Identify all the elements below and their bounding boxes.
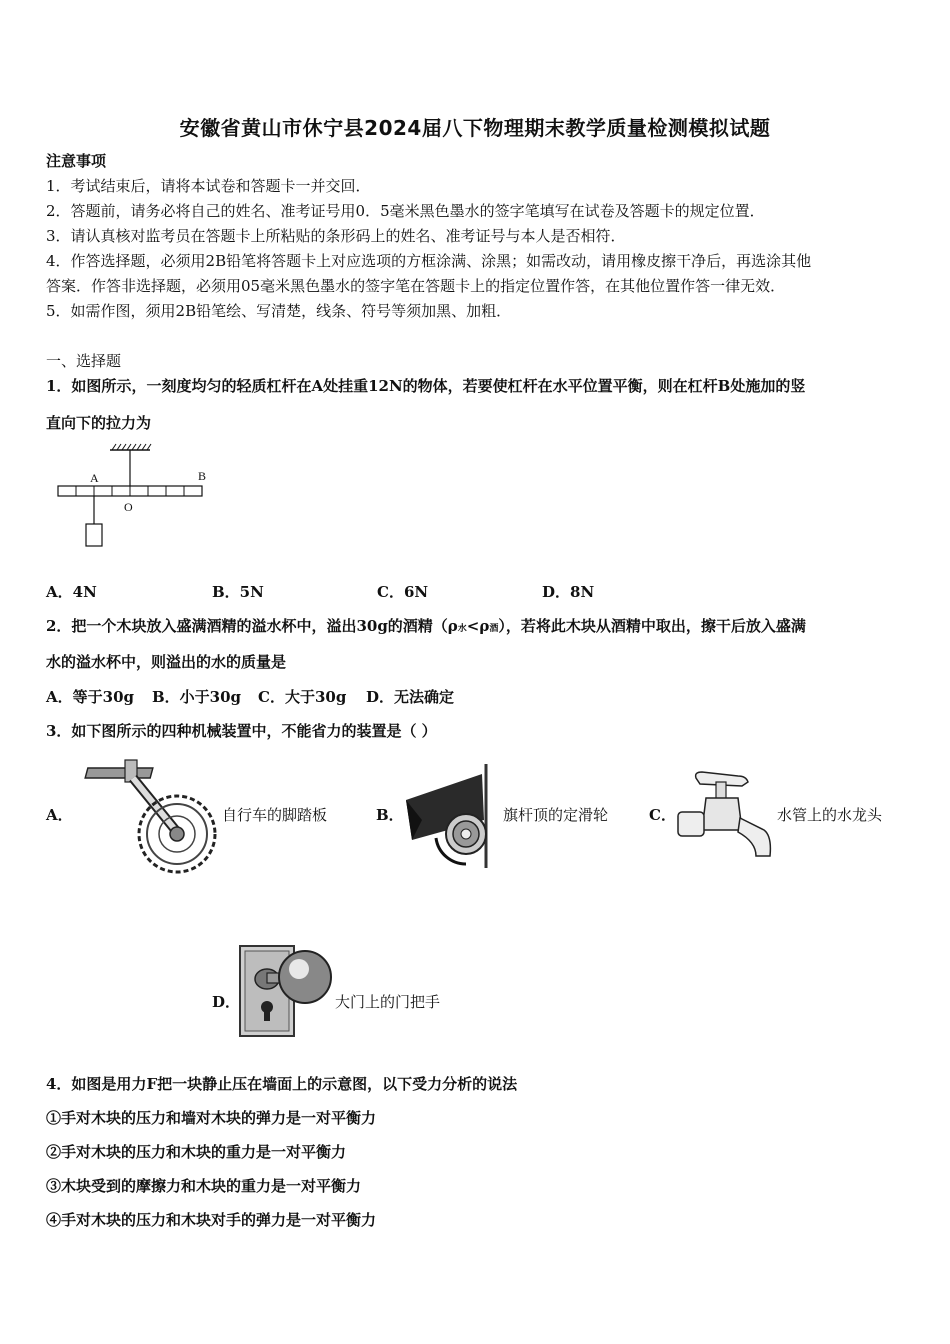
lever-label-a: A [90, 471, 99, 485]
lever-label-b: B [198, 469, 207, 483]
q3-caption-d: 大门上的门把手 [335, 993, 441, 1011]
q3-option-a-letter[interactable]: A． [46, 806, 73, 824]
q3-option-d-letter[interactable]: D． [212, 993, 241, 1011]
notice-item: 2．答题前，请务必将自己的姓名、准考证号用0．5毫米黑色墨水的签字笔填写在试卷及答题卡的规定位置． [46, 202, 765, 220]
notice-item: 答案．作答非选择题，必须用05毫米黑色墨水的签字笔在答题卡上的指定位置作答，在其他位置作答一律无效． [46, 277, 786, 295]
q3-caption-b: 旗杆顶的定滑轮 [503, 806, 609, 824]
lever-figure [50, 440, 220, 555]
q1-option-b[interactable]: B．5N [212, 583, 264, 601]
notice-item: 1．考试结束后，请将本试卷和答题卡一并交回． [46, 177, 371, 195]
q3-text: 3．如下图所示的四种机械装置中，不能省力的装置是（ ） [46, 722, 437, 740]
notice-item: 4．作答选择题，必须用2B铅笔将答题卡上对应选项的方框涂满、涂黑；如需改动，请用橡皮擦干净后，再选涂其他 [46, 252, 812, 270]
bicycle-pedal-image [85, 760, 220, 870]
q2-text: 2．把一个木块放入盛满酒精的溢水杯中，溢出30g的酒精（ρ水<ρ酒），若将此木块从酒精中取出，擦干后放入盛满 [46, 617, 806, 635]
page-title: 安徽省黄山市休宁县2024届八下物理期末教学质量检测模拟试题 [179, 116, 771, 140]
door-knob-image [239, 945, 334, 1037]
q2-option-c[interactable]: C．大于30g [258, 688, 347, 706]
flagpole-pulley-image [402, 760, 502, 870]
q2-option-a[interactable]: A．等于30g [46, 688, 135, 706]
q2-text: 水的溢水杯中，则溢出的水的质量是 [46, 653, 287, 671]
q1-option-a[interactable]: A．4N [46, 583, 97, 601]
q4-statement-4: ④手对木块的压力和木块对手的弹力是一对平衡力 [46, 1211, 377, 1229]
q4-statement-1: ①手对木块的压力和墙对木块的弹力是一对平衡力 [46, 1109, 377, 1127]
q1-option-c[interactable]: C．6N [377, 583, 429, 601]
notice-item: 5．如需作图，须用2B铅笔绘、写清楚，线条、符号等须加黑、加粗． [46, 302, 512, 320]
lever-label-o: O [124, 500, 133, 514]
q3-caption-c: 水管上的水龙头 [777, 806, 883, 824]
q3-caption-a: 自行车的脚踏板 [222, 806, 328, 824]
q3-option-b-letter[interactable]: B． [376, 806, 404, 824]
q1-option-d[interactable]: D．8N [542, 583, 595, 601]
water-tap-image [676, 768, 776, 863]
q1-text: 1．如图所示，一刻度均匀的轻质杠杆在A处挂重12N的物体，若要使杠杆在水平位置平衡，则在杠杆B处施加的竖 [46, 377, 806, 395]
q4-statement-3: ③木块受到的摩擦力和木块的重力是一对平衡力 [46, 1177, 362, 1195]
notice-item: 3．请认真核对监考员在答题卡上所粘贴的条形码上的姓名、准考证号与本人是否相符． [46, 227, 626, 245]
section-heading: 一、选择题 [46, 352, 122, 370]
q2-option-b[interactable]: B．小于30g [152, 688, 242, 706]
q2-option-d[interactable]: D．无法确定 [366, 688, 455, 706]
notice-heading: 注意事项 [46, 152, 107, 170]
q1-text: 直向下的拉力为 [46, 414, 152, 432]
q4-statement-2: ②手对木块的压力和木块的重力是一对平衡力 [46, 1143, 347, 1161]
q4-text: 4．如图是用力F把一块静止压在墙面上的示意图，以下受力分析的说法 [46, 1075, 518, 1093]
q3-option-c-letter[interactable]: C． [649, 806, 676, 824]
